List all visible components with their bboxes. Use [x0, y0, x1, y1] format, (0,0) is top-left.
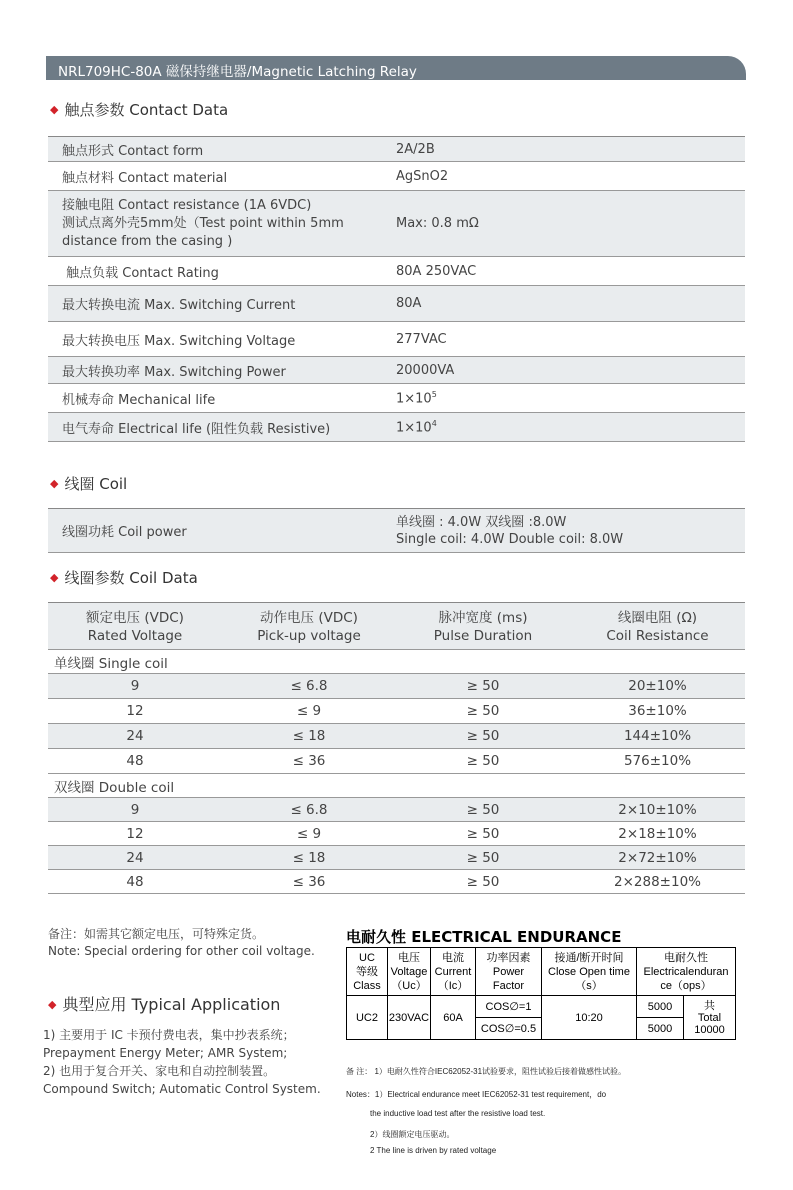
table-row: 线圈功耗 Coil power 单线圈 : 4.0W 双线圈 :8.0W Single coil: 4.0W Double coil: 8.0W	[48, 509, 745, 553]
contact-section-title: ◆ 触点参数 Contact Data	[50, 101, 229, 119]
footnote: 2）线圈额定电压驱动。	[370, 1130, 455, 1139]
header-banner	[46, 56, 746, 80]
table-row: 最大转换电流 Max. Switching Current 80A	[48, 286, 745, 322]
remark: 备注：如需其它额定电压，可特殊定货。 Note: Special ordering for other coil voltage.	[48, 927, 315, 958]
diamond-bullet-icon: ◆	[48, 998, 57, 1011]
coil-data-table	[48, 602, 745, 894]
page-title: NRL709HC-80A 磁保持继电器/Magnetic Latching Relay	[58, 64, 417, 80]
footnote: 2 The line is driven by rated voltage	[370, 1146, 497, 1155]
contact-table	[48, 136, 745, 442]
table-row: 接触电阻 Contact resistance (1A 6VDC) 测试点离外壳5mm处（Test point within 5mm distance from the casing ) Max: 0.8 mΩ	[48, 191, 745, 257]
table-row: 触点形式 Contact form 2A/2B	[48, 137, 745, 162]
application-section-title: ◆ 典型应用 Typical Application	[48, 995, 281, 1014]
coil-data-section-title: ◆ 线圈参数 Coil Data	[50, 569, 198, 587]
table-row: 48 ≤ 36 ≥ 50 576±10%	[48, 749, 745, 774]
application-list: 1) 主要用于 IC 卡预付费电表，集中抄表系统； Prepayment Energy Meter; AMR System; 2) 也用于复合开关、家电和自动控制装置。 Compound Switch; Automatic Control System.	[43, 1028, 321, 1096]
table-row: 48 ≤ 36 ≥ 50 2×288±10%	[48, 870, 745, 894]
footnote: the inductive load test after the resistive load test.	[370, 1109, 546, 1118]
table-row: 最大转换功率 Max. Switching Power 20000VA	[48, 357, 745, 384]
footnote: Notes：1）Electrical endurance meet IEC62052-31 test requirement，do	[346, 1090, 607, 1099]
table-row: 24 ≤ 18 ≥ 50 2×72±10%	[48, 846, 745, 870]
group-row: 双线圈 Double coil	[48, 774, 745, 798]
coil-section-title: ◆ 线圈 Coil	[50, 475, 128, 493]
endurance-table	[346, 947, 736, 1040]
table-row: COS∅=0.5 5000	[347, 1018, 736, 1040]
footnote: 备 注： 1）电耐久性符合IEC62052-31试验要求，阻性试验后接着做感性试验。	[346, 1067, 627, 1076]
table-row: 9 ≤ 6.8 ≥ 50 2×10±10%	[48, 798, 745, 822]
table-row: 触点材料 Contact material AgSnO2	[48, 162, 745, 191]
diamond-bullet-icon: ◆	[50, 103, 59, 116]
diamond-bullet-icon: ◆	[50, 571, 59, 584]
diamond-bullet-icon: ◆	[50, 477, 59, 490]
table-row: 触点负载 Contact Rating 80A 250VAC	[48, 257, 745, 286]
table-row: 24 ≤ 18 ≥ 50 144±10%	[48, 724, 745, 749]
table-row: 最大转换电压 Max. Switching Voltage 277VAC	[48, 322, 745, 357]
table-row: 12 ≤ 9 ≥ 50 2×18±10%	[48, 822, 745, 846]
table-row: UC2 230VAC 60A COS∅=1 10:20 5000 共 Total 10000	[347, 996, 736, 1018]
group-row: 单线圈 Single coil	[48, 650, 745, 674]
table-row: 12 ≤ 9 ≥ 50 36±10%	[48, 699, 745, 724]
table-row: 电气寿命 Electrical life (阻性负载 Resistive) $1\times 10^4$	[48, 413, 745, 442]
table-header: UC 等级 Class 电压 Voltage （Uc） 电流 Current （Ic） 功率因素 Power Factor 接通/断开时间 Close Open time （s） 电耐久性 Electricalenduran ce（ops）	[347, 948, 736, 996]
table-row: 9 ≤ 6.8 ≥ 50 20±10%	[48, 674, 745, 699]
endurance-title: 电耐久性 ELECTRICAL ENDURANCE	[346, 928, 622, 946]
coil-power-table	[48, 508, 745, 553]
table-header: 额定电压 (VDC) Rated Voltage 动作电压 (VDC) Pick-up voltage 脉冲宽度 (ms) Pulse Duration 线圈电阻 (Ω) Coil Resistance	[48, 603, 745, 650]
table-row: 机械寿命 Mechanical life $1\times 10^5$	[48, 384, 745, 413]
